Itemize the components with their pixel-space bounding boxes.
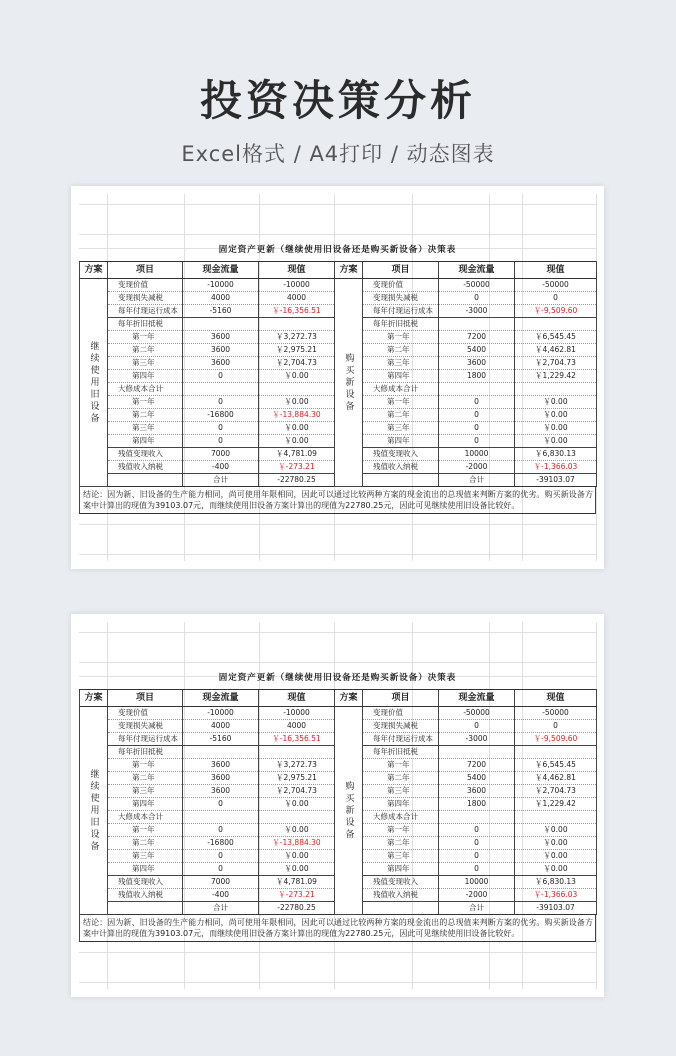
item-cell: 第三年 bbox=[363, 357, 439, 370]
pv-cell: ￥-273.21 bbox=[259, 889, 335, 902]
pv-cell: 0 bbox=[515, 292, 597, 305]
cash-cell bbox=[439, 811, 515, 824]
pv-cell: ￥2,704.73 bbox=[515, 357, 597, 370]
header-cash: 现金流量 bbox=[183, 262, 259, 279]
cash-cell: -3000 bbox=[439, 733, 515, 746]
pv-cell: ￥0.00 bbox=[515, 824, 597, 837]
pv-cell: ￥0.00 bbox=[515, 396, 597, 409]
cash-cell: -400 bbox=[183, 461, 259, 474]
item-cell: 残值收入纳税 bbox=[363, 461, 439, 474]
cash-cell bbox=[183, 746, 259, 759]
total-value: -22780.25 bbox=[259, 902, 335, 915]
cash-cell: 0 bbox=[439, 837, 515, 850]
item-cell: 每年付现运行成本 bbox=[363, 305, 439, 318]
pv-cell bbox=[259, 811, 335, 824]
cash-cell: 7200 bbox=[439, 759, 515, 772]
item-cell: 变现损失减税 bbox=[363, 292, 439, 305]
conclusion-text: 结论：因为新、旧设备的生产能力相同，尚可使用年限相同，因此可以通过比较两种方案的现金流出的总现值来判断方案的优劣。购买新设备方案中计算出的现值为39103.07元，而继续使用旧设备方案计算出的现值为22780.25元，因此可见继续使用旧设备比较好。 bbox=[79, 915, 596, 942]
scheme-label-old: 继续使用旧设备 bbox=[80, 707, 108, 915]
cash-cell bbox=[439, 746, 515, 759]
header-cash: 现金流量 bbox=[439, 262, 515, 279]
header-pv: 现值 bbox=[515, 262, 597, 279]
item-cell: 第四年 bbox=[108, 435, 183, 448]
scheme-label-old: 继续使用旧设备 bbox=[80, 279, 108, 487]
header-cash: 现金流量 bbox=[439, 690, 515, 707]
item-cell: 第二年 bbox=[108, 772, 183, 785]
pv-cell: ￥0.00 bbox=[515, 863, 597, 876]
pv-cell: ￥2,704.73 bbox=[259, 357, 335, 370]
item-cell: 第三年 bbox=[108, 785, 183, 798]
cash-cell: -50000 bbox=[439, 707, 515, 720]
pv-cell: ￥-13,884.30 bbox=[259, 409, 335, 422]
scheme-label-new: 购买新设备 bbox=[335, 707, 363, 915]
pv-cell: ￥-9,509.60 bbox=[515, 733, 597, 746]
cash-cell: 3600 bbox=[183, 785, 259, 798]
item-cell: 大修成本合计 bbox=[363, 383, 439, 396]
item-cell: 大修成本合计 bbox=[108, 383, 183, 396]
pv-cell: ￥6,545.45 bbox=[515, 759, 597, 772]
cash-cell: 0 bbox=[439, 850, 515, 863]
pv-cell: ￥-16,356.51 bbox=[259, 733, 335, 746]
pv-cell bbox=[259, 746, 335, 759]
item-cell: 变现损失减税 bbox=[108, 292, 183, 305]
cash-cell: 3600 bbox=[439, 785, 515, 798]
cash-cell: 0 bbox=[183, 370, 259, 383]
cash-cell: 0 bbox=[183, 798, 259, 811]
header-pv: 现值 bbox=[259, 262, 335, 279]
cash-cell: 3600 bbox=[183, 344, 259, 357]
pv-cell: ￥2,975.21 bbox=[259, 344, 335, 357]
pv-cell: ￥4,462.81 bbox=[515, 772, 597, 785]
header-item: 项目 bbox=[363, 262, 439, 279]
item-cell: 第四年 bbox=[108, 798, 183, 811]
header-pv: 现值 bbox=[515, 690, 597, 707]
cash-cell bbox=[183, 811, 259, 824]
table-row bbox=[80, 707, 597, 720]
cash-cell: 7200 bbox=[439, 331, 515, 344]
cash-cell: 0 bbox=[439, 422, 515, 435]
item-cell: 第三年 bbox=[108, 422, 183, 435]
item-cell: 残值收入纳税 bbox=[108, 461, 183, 474]
decision-table bbox=[79, 689, 597, 915]
pv-cell: ￥0.00 bbox=[515, 850, 597, 863]
cash-cell bbox=[439, 318, 515, 331]
cash-cell: -10000 bbox=[183, 279, 259, 292]
cash-cell bbox=[183, 318, 259, 331]
item-cell: 第二年 bbox=[363, 409, 439, 422]
total-value: -39103.07 bbox=[515, 902, 597, 915]
item-cell: 残值收入纳税 bbox=[108, 889, 183, 902]
cash-cell: 0 bbox=[183, 863, 259, 876]
pv-cell bbox=[259, 318, 335, 331]
item-cell: 第一年 bbox=[108, 396, 183, 409]
cash-cell: 0 bbox=[439, 409, 515, 422]
cash-cell: 0 bbox=[439, 292, 515, 305]
item-cell: 变现损失减税 bbox=[108, 720, 183, 733]
item-cell: 第二年 bbox=[108, 344, 183, 357]
pv-cell: ￥0.00 bbox=[515, 837, 597, 850]
total-label: 合计 bbox=[439, 474, 515, 487]
header-scheme: 方案 bbox=[80, 262, 108, 279]
cash-cell: 5400 bbox=[439, 772, 515, 785]
pv-cell: ￥0.00 bbox=[259, 396, 335, 409]
pv-cell: ￥6,545.45 bbox=[515, 331, 597, 344]
table-row bbox=[80, 279, 597, 292]
item-cell: 第二年 bbox=[108, 409, 183, 422]
item-cell: 每年付现运行成本 bbox=[363, 733, 439, 746]
cash-cell: 0 bbox=[439, 396, 515, 409]
item-cell: 每年付现运行成本 bbox=[108, 733, 183, 746]
item-cell: 残值变现收入 bbox=[108, 448, 183, 461]
cash-cell: -5160 bbox=[183, 305, 259, 318]
decision-table bbox=[79, 261, 597, 487]
item-cell: 每年折旧抵税 bbox=[108, 746, 183, 759]
item-cell: 第一年 bbox=[108, 331, 183, 344]
cash-cell: -400 bbox=[183, 889, 259, 902]
item-cell: 第三年 bbox=[363, 785, 439, 798]
pv-cell: ￥-9,509.60 bbox=[515, 305, 597, 318]
pv-cell: ￥0.00 bbox=[259, 435, 335, 448]
pv-cell: ￥6,830.13 bbox=[515, 876, 597, 889]
hero-header bbox=[0, 0, 676, 168]
total-value: -22780.25 bbox=[259, 474, 335, 487]
total-label: 合计 bbox=[183, 474, 259, 487]
item-cell: 残值变现收入 bbox=[363, 448, 439, 461]
pv-cell bbox=[515, 746, 597, 759]
pv-cell: ￥0.00 bbox=[515, 435, 597, 448]
cash-cell bbox=[183, 383, 259, 396]
item-cell: 第二年 bbox=[363, 772, 439, 785]
item-cell: 每年折旧抵税 bbox=[363, 746, 439, 759]
cash-cell: 3600 bbox=[183, 772, 259, 785]
item-cell: 大修成本合计 bbox=[108, 811, 183, 824]
pv-cell: ￥4,462.81 bbox=[515, 344, 597, 357]
item-cell: 第一年 bbox=[363, 824, 439, 837]
cash-cell: 0 bbox=[439, 863, 515, 876]
item-cell: 第一年 bbox=[363, 331, 439, 344]
pv-cell: ￥1,229.42 bbox=[515, 798, 597, 811]
cash-cell: 10000 bbox=[439, 448, 515, 461]
pv-cell: ￥2,704.73 bbox=[515, 785, 597, 798]
item-cell: 每年折旧抵税 bbox=[363, 318, 439, 331]
header-item: 项目 bbox=[108, 262, 183, 279]
pv-cell: -10000 bbox=[259, 707, 335, 720]
item-cell: 第四年 bbox=[363, 370, 439, 383]
cash-cell: -10000 bbox=[183, 707, 259, 720]
header-pv: 现值 bbox=[259, 690, 335, 707]
pv-cell: ￥0.00 bbox=[515, 409, 597, 422]
pv-cell: 0 bbox=[515, 720, 597, 733]
table-title: 固定资产更新（继续使用旧设备还是购买新设备）决策表 bbox=[218, 673, 457, 683]
cash-cell: 10000 bbox=[439, 876, 515, 889]
cash-cell: 3600 bbox=[183, 331, 259, 344]
cash-cell: 0 bbox=[183, 422, 259, 435]
page-subtitle: Excel格式 / A4打印 / 动态图表 bbox=[181, 142, 495, 166]
total-label: 合计 bbox=[183, 902, 259, 915]
pv-cell: 4000 bbox=[259, 720, 335, 733]
pv-cell: -50000 bbox=[515, 279, 597, 292]
item-cell: 第四年 bbox=[108, 370, 183, 383]
pv-cell: ￥-1,366.03 bbox=[515, 889, 597, 902]
pv-cell: ￥0.00 bbox=[259, 824, 335, 837]
pv-cell bbox=[515, 383, 597, 396]
cash-cell: 4000 bbox=[183, 292, 259, 305]
cash-cell: -5160 bbox=[183, 733, 259, 746]
pv-cell: ￥0.00 bbox=[259, 422, 335, 435]
pv-cell: ￥-13,884.30 bbox=[259, 837, 335, 850]
cash-cell: 0 bbox=[439, 435, 515, 448]
item-cell: 残值变现收入 bbox=[363, 876, 439, 889]
header-scheme: 方案 bbox=[335, 690, 363, 707]
pv-cell: ￥2,975.21 bbox=[259, 772, 335, 785]
pv-cell: ￥0.00 bbox=[259, 863, 335, 876]
cash-cell: 0 bbox=[183, 435, 259, 448]
item-cell: 变现价值 bbox=[108, 279, 183, 292]
header-item: 项目 bbox=[363, 690, 439, 707]
pv-cell: ￥3,272.73 bbox=[259, 759, 335, 772]
item-cell: 每年折旧抵税 bbox=[108, 318, 183, 331]
item-cell: 第四年 bbox=[363, 863, 439, 876]
pv-cell: ￥0.00 bbox=[259, 798, 335, 811]
pv-cell bbox=[515, 318, 597, 331]
pv-cell: ￥0.00 bbox=[259, 850, 335, 863]
decision-table-block bbox=[79, 667, 596, 942]
item-cell: 每年付现运行成本 bbox=[108, 305, 183, 318]
item-cell: 第一年 bbox=[363, 759, 439, 772]
item-cell: 第一年 bbox=[108, 824, 183, 837]
cash-cell: -3000 bbox=[439, 305, 515, 318]
total-label: 合计 bbox=[439, 902, 515, 915]
cash-cell: -16800 bbox=[183, 837, 259, 850]
item-cell: 变现价值 bbox=[363, 707, 439, 720]
pv-cell: ￥-1,366.03 bbox=[515, 461, 597, 474]
cash-cell: 3600 bbox=[183, 357, 259, 370]
cash-cell: 1800 bbox=[439, 798, 515, 811]
sheet-preview-2 bbox=[71, 614, 604, 997]
cash-cell: 7000 bbox=[183, 876, 259, 889]
pv-cell: -10000 bbox=[259, 279, 335, 292]
item-cell: 变现损失减税 bbox=[363, 720, 439, 733]
cash-cell: 7000 bbox=[183, 448, 259, 461]
cash-cell: 3600 bbox=[439, 357, 515, 370]
header-item: 项目 bbox=[108, 690, 183, 707]
table-title: 固定资产更新（继续使用旧设备还是购买新设备）决策表 bbox=[218, 245, 457, 255]
item-cell: 第一年 bbox=[363, 396, 439, 409]
item-cell: 第四年 bbox=[363, 798, 439, 811]
cash-cell: 1800 bbox=[439, 370, 515, 383]
header-cash: 现金流量 bbox=[183, 690, 259, 707]
item-cell: 第二年 bbox=[363, 344, 439, 357]
conclusion-text: 结论：因为新、旧设备的生产能力相同，尚可使用年限相同，因此可以通过比较两种方案的现金流出的总现值来判断方案的优劣。购买新设备方案中计算出的现值为39103.07元，而继续使用旧设备方案计算出的现值为22780.25元，因此可见继续使用旧设备比较好。 bbox=[79, 487, 596, 514]
cash-cell: -16800 bbox=[183, 409, 259, 422]
pv-cell: 4000 bbox=[259, 292, 335, 305]
item-cell: 变现价值 bbox=[363, 279, 439, 292]
cash-cell bbox=[439, 383, 515, 396]
pv-cell: ￥3,272.73 bbox=[259, 331, 335, 344]
cash-cell: -2000 bbox=[439, 889, 515, 902]
cash-cell: 0 bbox=[183, 850, 259, 863]
item-cell: 第三年 bbox=[108, 357, 183, 370]
item-cell: 第四年 bbox=[108, 863, 183, 876]
pv-cell bbox=[259, 383, 335, 396]
cash-cell: 0 bbox=[183, 824, 259, 837]
total-value: -39103.07 bbox=[515, 474, 597, 487]
cash-cell: 0 bbox=[439, 824, 515, 837]
pv-cell: ￥0.00 bbox=[259, 370, 335, 383]
cash-cell: 0 bbox=[439, 720, 515, 733]
page-title: 投资决策分析 bbox=[199, 76, 476, 125]
pv-cell: ￥-273.21 bbox=[259, 461, 335, 474]
pv-cell: ￥4,781.09 bbox=[259, 876, 335, 889]
item-cell: 第四年 bbox=[363, 435, 439, 448]
cash-cell: 5400 bbox=[439, 344, 515, 357]
pv-cell: ￥-16,356.51 bbox=[259, 305, 335, 318]
scheme-label-new: 购买新设备 bbox=[335, 279, 363, 487]
pv-cell bbox=[515, 811, 597, 824]
cash-cell: 4000 bbox=[183, 720, 259, 733]
item-cell: 第三年 bbox=[363, 850, 439, 863]
item-cell: 第二年 bbox=[108, 837, 183, 850]
pv-cell: ￥0.00 bbox=[515, 422, 597, 435]
decision-table-block bbox=[79, 239, 596, 514]
pv-cell: ￥6,830.13 bbox=[515, 448, 597, 461]
item-cell: 残值收入纳税 bbox=[363, 889, 439, 902]
item-cell: 第二年 bbox=[363, 837, 439, 850]
pv-cell: ￥1,229.42 bbox=[515, 370, 597, 383]
item-cell: 第三年 bbox=[363, 422, 439, 435]
item-cell: 大修成本合计 bbox=[363, 811, 439, 824]
pv-cell: ￥2,704.73 bbox=[259, 785, 335, 798]
sheet-preview-1 bbox=[71, 186, 604, 569]
cash-cell: 3600 bbox=[183, 759, 259, 772]
cash-cell: -50000 bbox=[439, 279, 515, 292]
header-scheme: 方案 bbox=[335, 262, 363, 279]
pv-cell: -50000 bbox=[515, 707, 597, 720]
header-scheme: 方案 bbox=[80, 690, 108, 707]
item-cell: 变现价值 bbox=[108, 707, 183, 720]
item-cell: 残值变现收入 bbox=[108, 876, 183, 889]
cash-cell: -2000 bbox=[439, 461, 515, 474]
item-cell: 第一年 bbox=[108, 759, 183, 772]
item-cell: 第三年 bbox=[108, 850, 183, 863]
pv-cell: ￥4,781.09 bbox=[259, 448, 335, 461]
cash-cell: 0 bbox=[183, 396, 259, 409]
